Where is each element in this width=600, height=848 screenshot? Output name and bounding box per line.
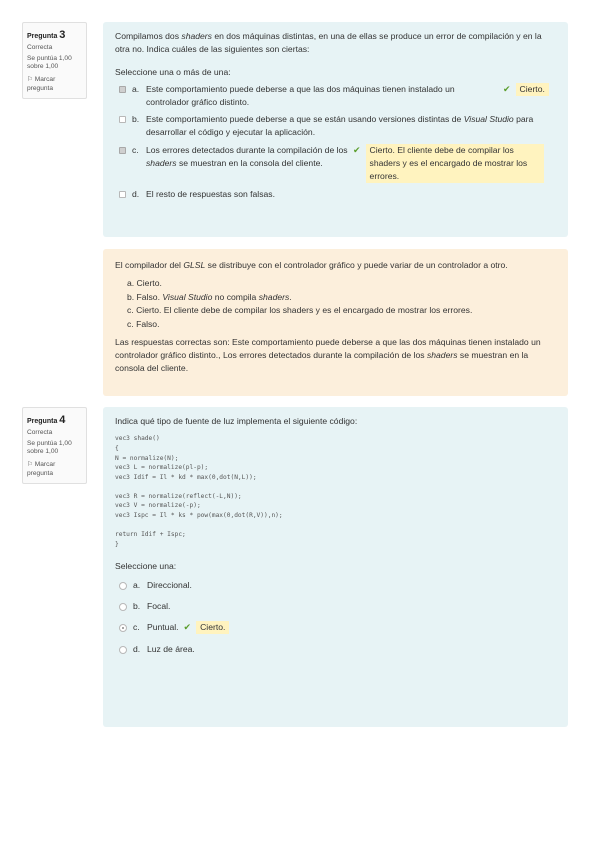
flag-icon: ⚐ [27, 460, 33, 468]
answer-prompt: Seleccione una o más de una: [115, 66, 231, 77]
code-line: return Idif + Ispc; [115, 531, 186, 539]
radio-button[interactable] [119, 603, 127, 611]
code-line [115, 521, 558, 531]
question-grade: Se puntúa 1,00 sobre 1,00 [27, 54, 72, 71]
general-feedback [103, 249, 568, 396]
question-state: Correcta [27, 44, 53, 52]
feedback-item: c. Falso. [127, 319, 160, 329]
question-grade: Se puntúa 1,00 sobre 1,00 [27, 439, 72, 456]
right-answer: Las respuestas correctas son: Este comportamiento puede deberse a que las dos máquinas tienen instalado un controlador gráfico distinto., Los errores detectados durante la compilación de los shaders se muestran en la consola del cliente. [115, 336, 541, 373]
answer-option-a[interactable]: a. Este comportamiento puede deberse a que las dos máquinas tienen instalado un controlador gráfico distinto. ✔ Cierto. [117, 83, 558, 109]
question-content [103, 22, 568, 237]
feedback-list [127, 277, 558, 332]
answer-option-a[interactable]: a. Direccional. [117, 579, 558, 592]
question-info [22, 407, 87, 484]
radio-button[interactable] [119, 646, 127, 654]
question-number: Pregunta 4 [27, 414, 66, 426]
feedback-intro: El compilador del GLSL se distribuye con el controlador gráfico y puede variar de un controlador a otro. [115, 260, 508, 270]
checkbox[interactable] [119, 86, 126, 93]
question-state: Correcta [27, 429, 53, 437]
code-line [115, 482, 558, 492]
code-block [115, 434, 558, 549]
code-line: vec3 L = normalize(pl-p); [115, 464, 209, 472]
option-feedback: Cierto. El cliente debe de compilar los shaders y es el encargado de mostrar los errores. [366, 144, 544, 183]
code-line: vec3 Ispc = Il * ks * pow(max(0,dot(R,V)),n); [115, 512, 283, 520]
checkbox[interactable] [119, 147, 126, 154]
code-line: vec3 Idif = Il * kd * max(0,dot(N,L)); [115, 473, 257, 481]
question-text: Compilamos dos shaders en dos máquinas distintas, en una de ellas se produce un error de compilación y en la otra no. Indica cuáles de las siguientes son ciertas: [115, 31, 542, 55]
code-line: vec3 shade() [115, 435, 160, 443]
answer-option-d[interactable]: d. El resto de respuestas son falsas. [117, 188, 558, 201]
flag-question-link[interactable]: ⚐ Marcar pregunta [27, 75, 56, 92]
flag-icon: ⚐ [27, 75, 33, 83]
checkbox[interactable] [119, 116, 126, 123]
radio-button[interactable] [119, 582, 127, 590]
question-text: Indica qué tipo de fuente de luz implementa el siguiente código: [115, 416, 358, 426]
check-icon: ✔ [503, 83, 511, 94]
flag-question-link[interactable]: ⚐ Marcar pregunta [27, 460, 56, 477]
feedback-item: a. Cierto. [127, 277, 162, 288]
question-info [22, 22, 87, 99]
answer-option-c[interactable]: c. Puntual. ✔ Cierto. [117, 621, 558, 635]
check-icon: ✔ [183, 622, 192, 633]
code-line: { [115, 444, 119, 452]
question-content [103, 407, 568, 727]
code-line: } [115, 540, 119, 548]
check-icon: ✔ [353, 145, 361, 156]
answer-option-b[interactable]: b. Focal. [117, 600, 558, 613]
feedback-item: c. Cierto. El cliente debe de compilar los shaders y es el encargado de mostrar los errores. [127, 305, 473, 316]
checkbox[interactable] [119, 191, 126, 198]
code-line: N = normalize(N); [115, 454, 179, 462]
option-feedback: Cierto. [516, 83, 549, 96]
code-line: vec3 V = normalize(-p); [115, 502, 201, 510]
answer-option-d[interactable]: d. Luz de área. [117, 643, 558, 656]
answer-option-c[interactable]: c. Los errores detectados durante la compilación de los shaders se muestran en la consola del cliente. ✔ Cierto. El cliente debe de compilar los shaders y es el encargado de mostrar los errores. [117, 144, 558, 183]
answer-prompt: Seleccione una: [115, 561, 177, 572]
option-feedback: Cierto. [196, 621, 229, 634]
feedback-item: b. Falso. Visual Studio no compila shaders. [127, 291, 292, 302]
radio-button[interactable] [119, 624, 127, 632]
code-line: vec3 R = normalize(reflect(-L,N)); [115, 492, 242, 500]
answer-option-b[interactable]: b. Este comportamiento puede deberse a que se están usando versiones distintas de Visual Studio para desarrollar el código y ejecutar la aplicación. [117, 113, 558, 139]
question-number: Pregunta 3 [27, 29, 66, 41]
